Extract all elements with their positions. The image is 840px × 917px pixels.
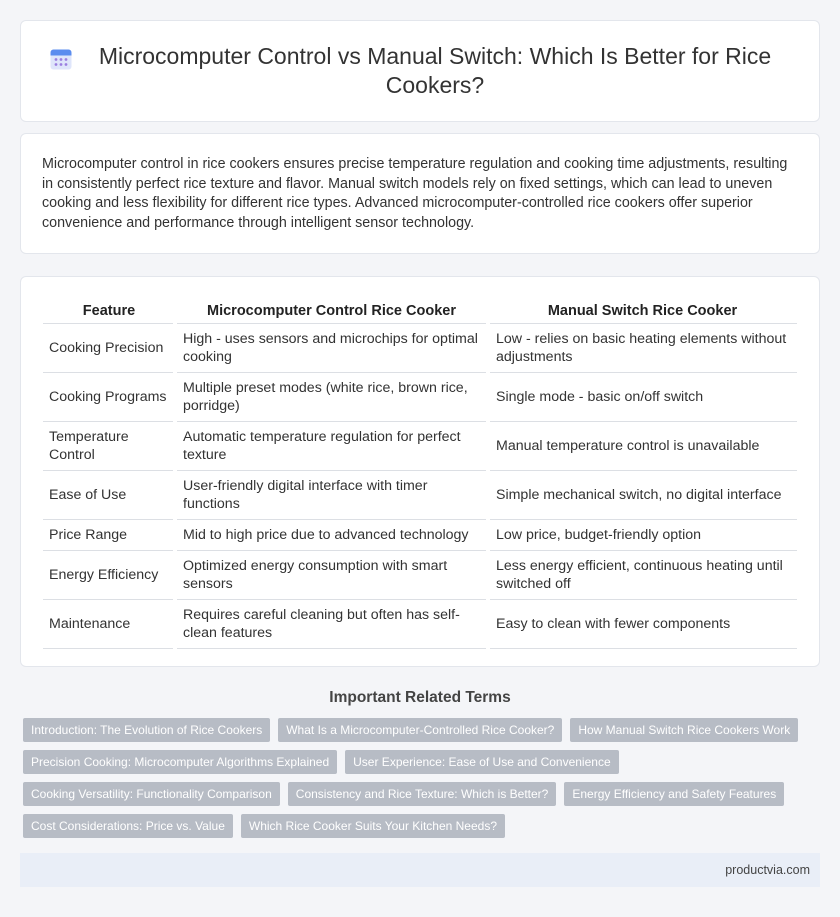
microcomputer-cell: Requires careful cleaning but often has self-clean features (175, 599, 488, 648)
related-term-tag[interactable]: Introduction: The Evolution of Rice Cookers (23, 718, 270, 742)
table-row (43, 372, 797, 421)
footer-bar (20, 853, 820, 887)
feature-cell: Price Range (43, 519, 175, 550)
intro-paragraph: Microcomputer control in rice cookers ensures precise temperature regulation and cooking time adjustments, resulting in consistently perfect rice texture and flavor. Manual switch models rely on fixed settings, which can lead to uneven cooking and less flexibility for different rice types. Advanced microcomputer-controlled rice cookers offer superior convenience and performance through intelligent sensor technology. (42, 156, 788, 231)
related-terms-title: Important Related Terms (329, 689, 511, 706)
comparison-table (43, 299, 797, 649)
table-row (43, 550, 797, 599)
related-term-tag[interactable]: User Experience: Ease of Use and Convenience (345, 750, 618, 774)
feature-cell: Temperature Control (43, 421, 175, 470)
related-term-tag[interactable]: Cost Considerations: Price vs. Value (23, 814, 233, 838)
manual-cell: Low price, budget-friendly option (488, 519, 797, 550)
manual-cell: Low - relies on basic heating elements without adjustments (488, 323, 797, 372)
table-row (43, 519, 797, 550)
manual-cell: Less energy efficient, continuous heating until switched off (488, 550, 797, 599)
related-term-tag[interactable]: Which Rice Cooker Suits Your Kitchen Needs? (241, 814, 505, 838)
header-feature: Feature (43, 299, 175, 323)
header-microcomputer: Microcomputer Control Rice Cooker (175, 299, 488, 323)
feature-cell: Maintenance (43, 599, 175, 648)
header-manual: Manual Switch Rice Cooker (488, 299, 797, 323)
table-row (43, 470, 797, 519)
microcomputer-cell: Optimized energy consumption with smart sensors (175, 550, 488, 599)
microcomputer-cell: Automatic temperature regulation for perfect texture (175, 421, 488, 470)
related-term-tag[interactable]: Cooking Versatility: Functionality Comparison (23, 782, 280, 806)
microcomputer-cell: Mid to high price due to advanced technology (175, 519, 488, 550)
related-term-tag[interactable]: How Manual Switch Rice Cookers Work (570, 718, 798, 742)
footer-site-link[interactable]: productvia.com (725, 863, 810, 877)
related-term-tag[interactable]: What Is a Microcomputer-Controlled Rice Cooker? (278, 718, 562, 742)
table-row (43, 599, 797, 648)
related-term-tag[interactable]: Precision Cooking: Microcomputer Algorithms Explained (23, 750, 337, 774)
related-term-tag[interactable]: Energy Efficiency and Safety Features (564, 782, 784, 806)
feature-cell: Ease of Use (43, 470, 175, 519)
microcomputer-cell: Multiple preset modes (white rice, brown rice, porridge) (175, 372, 488, 421)
page-title: Microcomputer Control vs Manual Switch: Which Is Better for Rice Cookers? (98, 43, 772, 98)
manual-cell: Manual temperature control is unavailable (488, 421, 797, 470)
table-row (43, 421, 797, 470)
comparison-card (20, 276, 820, 667)
manual-cell: Easy to clean with fewer components (488, 599, 797, 648)
table-row (43, 323, 797, 372)
related-terms-list (23, 718, 818, 838)
calendar-icon (49, 47, 73, 71)
manual-cell: Single mode - basic on/off switch (488, 372, 797, 421)
table-header-row (43, 299, 797, 323)
feature-cell: Cooking Precision (43, 323, 175, 372)
title-card (20, 20, 820, 122)
manual-cell: Simple mechanical switch, no digital interface (488, 470, 797, 519)
feature-cell: Energy Efficiency (43, 550, 175, 599)
intro-card (20, 133, 820, 254)
microcomputer-cell: User-friendly digital interface with timer functions (175, 470, 488, 519)
feature-cell: Cooking Programs (43, 372, 175, 421)
microcomputer-cell: High - uses sensors and microchips for optimal cooking (175, 323, 488, 372)
related-term-tag[interactable]: Consistency and Rice Texture: Which is Better? (288, 782, 557, 806)
